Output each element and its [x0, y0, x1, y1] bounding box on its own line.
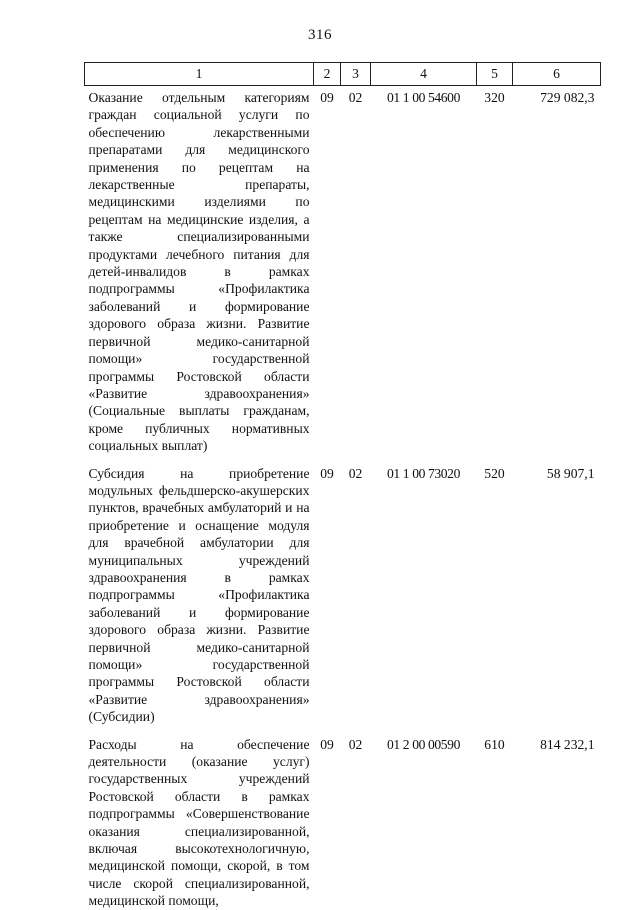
header-col-3: 3 [341, 63, 371, 86]
header-col-1: 1 [85, 63, 314, 86]
row-expense-type: 520 [484, 465, 505, 481]
row-description: Субсидия на приобретение модульных фельдшерско-акушерских пунктов, врачебных амбулаторий и на приобретение и оснащение модуля для врачебной амбулатории для муниципальных учреждений здравоохранения в рамках подпрограммы «Профилактика заболеваний и формирование здорового образа жизни. Развитие первичной медико-санитарной помощи» государственной программы Ростовской области «Развитие здравоохранения» (Субсидии) [88, 465, 310, 725]
table-row [85, 86, 601, 455]
row-amount: 58 907,1 [546, 465, 595, 481]
row-description: Расходы на обеспечение деятельности (оказание услуг) государственных учреждений Ростовской области в рамках подпрограммы «Совершенствование оказания специализированной, включая высокотехнологичную, медицинской помощи, скорой, в том числе скорой специализированной, медицинской помощи, [88, 736, 310, 909]
row-amount: 729 082,3 [540, 90, 595, 105]
table-row [85, 455, 601, 726]
row-target-article: 01 1 00 73020 [387, 465, 460, 481]
table-row [85, 726, 601, 910]
row-subsection: 02 [348, 90, 363, 105]
page-number: 316 [308, 27, 332, 43]
row-subsection: 02 [348, 736, 363, 752]
row-section: 09 [320, 736, 334, 752]
row-subsection: 02 [348, 465, 363, 481]
row-amount: 814 232,1 [540, 736, 595, 752]
row-expense-type: 610 [484, 736, 505, 752]
header-col-2: 2 [314, 63, 341, 86]
header-col-5: 5 [477, 63, 513, 86]
row-expense-type: 320 [484, 90, 505, 105]
row-section: 09 [320, 465, 334, 481]
row-section: 09 [320, 90, 334, 105]
row-description: Оказание отдельным категориям граждан социальной услуги по обеспечению лекарственными препаратами для медицинского применения по рецептам на лекарственные препараты, медицинскими изделиями по рецептам на медицинские изделия, а также специализированными продуктами лечебного питания для детей-инвалидов в рамках подпрограммы «Профилактика заболеваний и формирование здорового образа жизни. Развитие первичной медико-санитарной помощи» государственной программы Ростовской области «Развитие здравоохранения» (Социальные выплаты гражданам, кроме публичных нормативных социальных выплат) [88, 90, 310, 454]
header-col-6: 6 [513, 63, 601, 86]
row-target-article: 01 1 00 54600 [387, 90, 460, 105]
row-target-article: 01 2 00 00590 [387, 736, 460, 752]
header-col-4: 4 [371, 63, 477, 86]
table-header-row [85, 63, 601, 86]
budget-table [84, 62, 601, 910]
